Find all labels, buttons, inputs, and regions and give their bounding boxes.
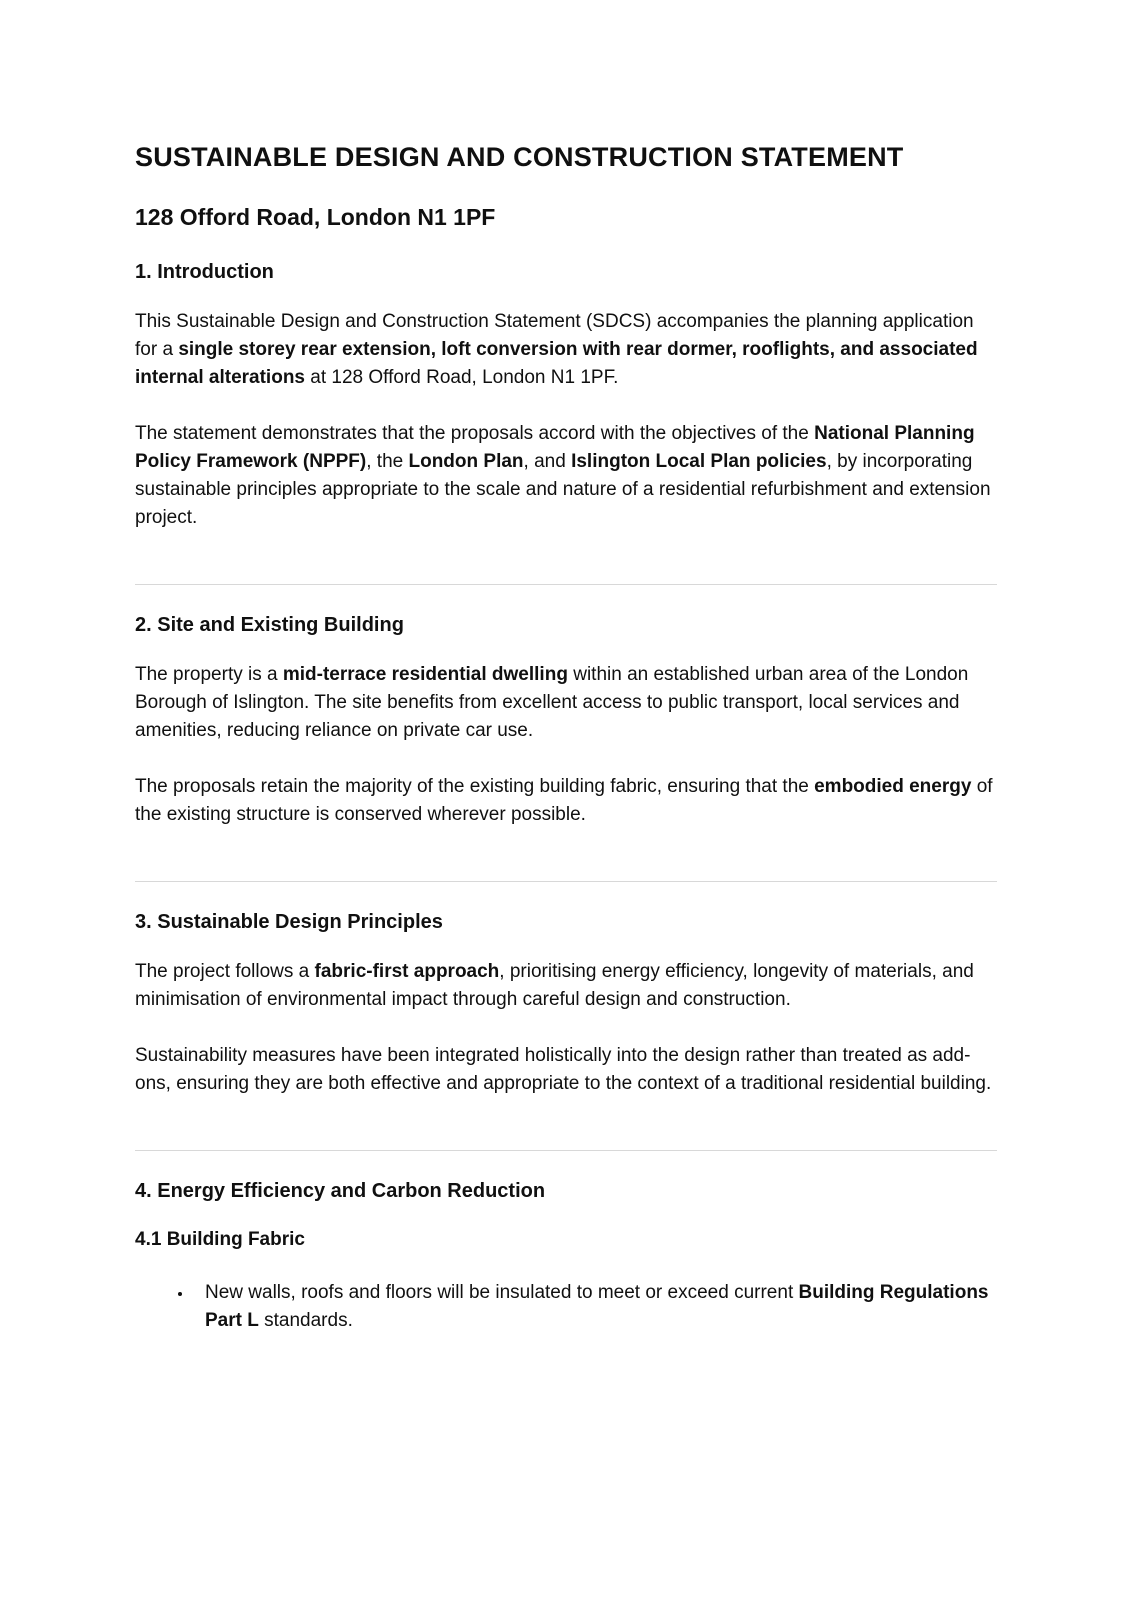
document-subtitle (135, 203, 997, 232)
text-run: at 128 Offord Road, London N1 1PF. (305, 366, 619, 388)
text-run: The project follows a (135, 960, 315, 982)
paragraph (135, 661, 997, 745)
bold-text-run: SUSTAINABLE DESIGN AND CONSTRUCTION STATEMENT (135, 142, 904, 172)
text-run: The statement demonstrates that the proposals accord with the objectives of the (135, 422, 815, 444)
text-run: , prioritising energy efficiency, longevity of materials, and minimisation of environmental impact through careful design and construction. (135, 960, 974, 1010)
bullet-list (135, 1279, 997, 1335)
bold-text-run: fabric-first approach (314, 960, 500, 982)
paragraph (135, 420, 997, 532)
bold-text-run: Building Regulations Part L (205, 1282, 989, 1332)
bold-text-run: Islington Local Plan policies (571, 450, 827, 472)
bold-text-run: mid-terrace residential dwelling (282, 663, 568, 685)
bold-text-run: single storey rear extension, loft conversion with rear dormer, rooflights, and associated internal alterations (135, 338, 978, 388)
text-run: , by incorporating sustainable principles appropriate to the scale and nature of a residential refurbishment and extension project. (135, 450, 991, 528)
paragraph (135, 308, 997, 392)
section-heading (135, 910, 997, 934)
bold-text-run: National Planning Policy Framework (NPPF) (135, 422, 975, 472)
text-run: The proposals retain the majority of the existing building fabric, ensuring that the (135, 775, 815, 797)
bold-text-run: 128 Offord Road, London N1 1PF (135, 203, 496, 230)
section-divider (135, 1150, 997, 1151)
bold-text-run: 4.1 Building Fabric (135, 1228, 305, 1250)
text-run: The property is a (135, 663, 283, 685)
paragraph (135, 958, 997, 1014)
section-heading (135, 1179, 997, 1203)
bold-text-run: embodied energy (814, 775, 972, 797)
paragraph (135, 1042, 997, 1098)
bullet-item (193, 1279, 997, 1335)
section-divider (135, 881, 997, 882)
text-run: , and (523, 450, 572, 472)
bold-text-run: 2. Site and Existing Building (135, 613, 404, 636)
bold-text-run: London Plan (408, 450, 524, 472)
section-heading (135, 613, 997, 637)
text-run: of the existing structure is conserved wherever possible. (135, 775, 993, 825)
bold-text-run: 3. Sustainable Design Principles (135, 910, 443, 933)
text-run: standards. (258, 1310, 353, 1332)
document-body (135, 141, 997, 1335)
text-run: New walls, roofs and floors will be insulated to meet or exceed current (205, 1282, 799, 1304)
section-heading (135, 260, 997, 284)
document-title (135, 141, 997, 175)
text-run: within an established urban area of the London Borough of Islington. The site benefits from excellent access to public transport, local services and amenities, reducing reliance on private car use. (135, 663, 969, 741)
bold-text-run: 1. Introduction (135, 260, 274, 283)
section-divider (135, 584, 997, 585)
text-run: This Sustainable Design and Construction Statement (SDCS) accompanies the planning application for a (135, 310, 974, 360)
text-run: Sustainability measures have been integrated holistically into the design rather than treated as add-ons, ensuring they are both effective and appropriate to the context of a traditional residential building. (135, 1044, 992, 1094)
bold-text-run: 4. Energy Efficiency and Carbon Reduction (135, 1179, 546, 1202)
subsection-heading (135, 1229, 997, 1252)
paragraph (135, 773, 997, 829)
text-run: , the (366, 450, 409, 472)
